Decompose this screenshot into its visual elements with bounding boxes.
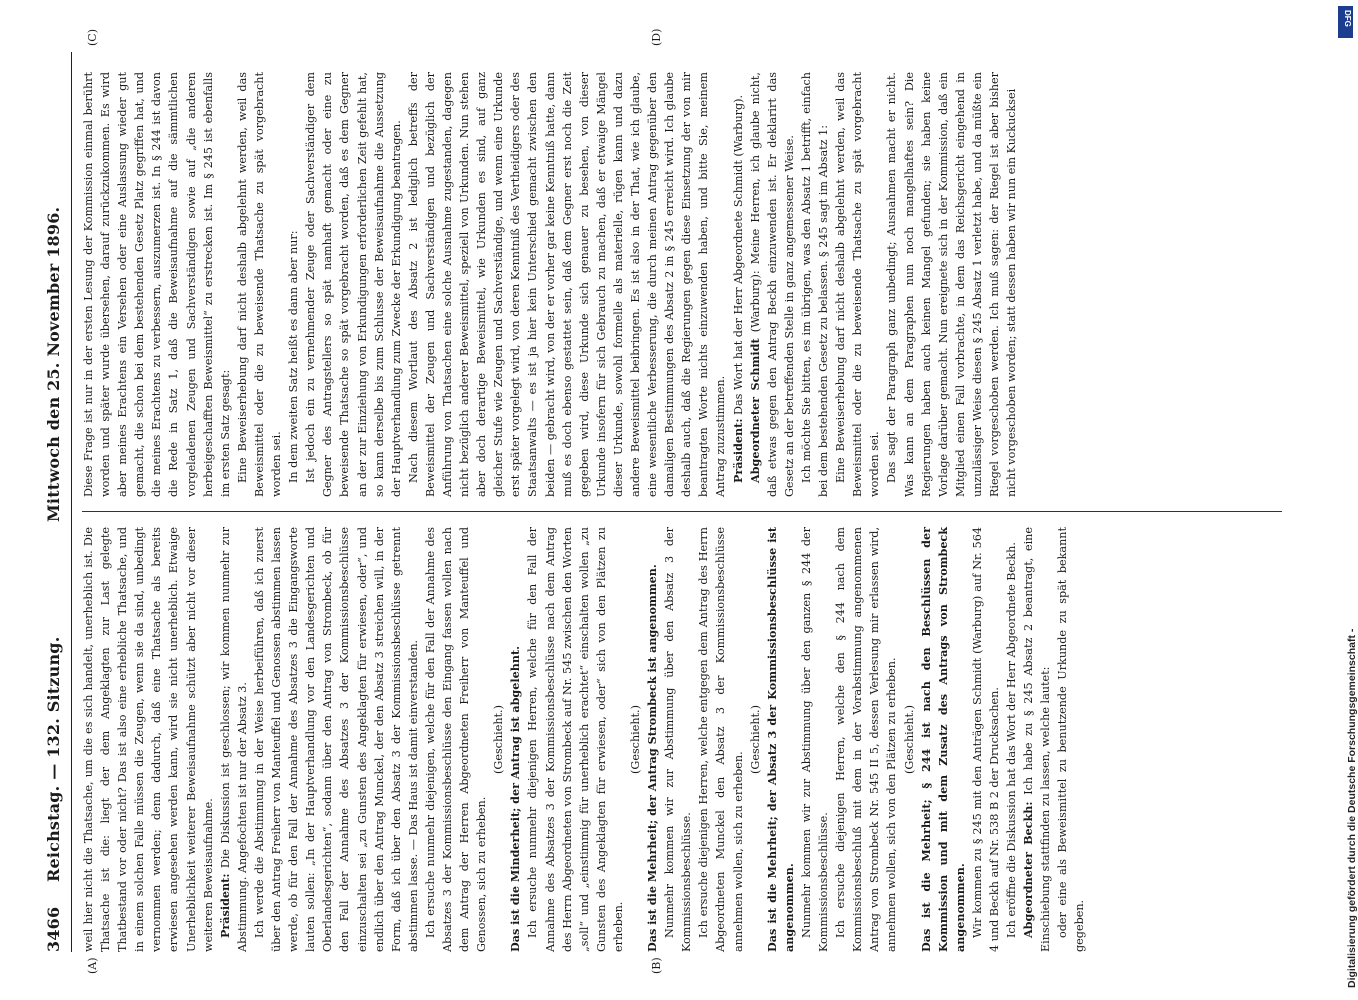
paragraph	[747, 72, 798, 497]
margin-marker-d: (D)	[650, 28, 663, 46]
paragraph: Das ist die Mehrheit; der Absatz 3 der Kommissionsbeschlüsse ist angenommen.	[764, 527, 796, 952]
speech-text: (Warburg): Meine Herren, ich glaube nicht, daß etwas gegen den Antrag Beckh einzuwenden ist. Er deklarirt das Gesetz an der betreffenden Stelle in ganz angemessener Weise.	[748, 72, 796, 497]
paragraph: Nach diesem Wortlaut des Absatz 2 ist lediglich betreffs der Beweismittel der Zeugen und Sachverständigen und bezüglich der Anführung von Thatsachen eine solche Ausnahme zugestanden, dagegen nicht bezüglich anderer Beweismittel, speziell von Urkunden. Nun stehen aber doch derartige Beweismittel, wie Urkunden es sind, auf ganz gleicher Stufe wie Zeugen und Sachverständige, und wenn eine Urkunde erst später vorgelegt wird, von deren Kenntniß des Vertheidigers oder des Staatsanwalts — es ist ja hier kein Unterschied gemacht zwischen den beiden — gebracht wird, von der er vorher gar keine Kenntniß hatte, dann muß es doch ebenso gestattet sein, daß dem Gegner erst noch die Zeit gegeben wird, diese Urkunde sich genauer zu besehen, von dieser Urkunde insofern für sich Gebrauch zu machen, daß er etwaige Mängel dieser Urkunde, sowohl formelle als materielle, rügen kann und dazu andere Beweismittel beibringen. Es ist also in der That, wie ich glaube, eine wesentliche Verbesserung, die durch meinen Antrag gegenüber den damaligen Bestimmungen des Absatz 2 in § 245 erreicht wird. Ich glaube deshalb auch, daß die Regierungen gegen diese Einsetzung der von mir beantragten Worte nichts einzuwenden haben, und bitte Sie, meinem Antrag zuzustimmen.	[406, 72, 728, 497]
paragraph: Ich möchte Sie bitten, es im übrigen, was den Absatz 1 betrifft, einfach bei dem bestehenden Gesetz zu belassen. § 245 sagt im Absatz 1:	[799, 72, 831, 497]
paragraph: Nunmehr kommen wir zur Abstimmung über den ganzen § 244 der Kommissionsbeschlüsse.	[799, 527, 831, 952]
margin-marker-b: (B)	[650, 957, 663, 974]
speech-text: Die Diskussion ist geschlossen; wir kommen nunmehr zur Abstimmung. Angefochten ist nur der Absatz 3.	[218, 527, 249, 952]
speaker-label: Präsident:	[730, 418, 745, 483]
header-date: Mittwoch den 25. November 1896.	[44, 206, 63, 522]
paragraph: Das ist die Mehrheit; der Antrag Strombeck ist angenommen.	[645, 564, 660, 952]
margin-marker-a: (A)	[86, 957, 99, 974]
quotation: Ist jedoch ein zu vernehmender Zeuge oder Sachverständiger dem Gegner des Antragstellers so spät namhaft gemacht oder eine zu beweisende Thatsache so spät vorgebracht worden, daß es dem Gegner an der zur Einziehung von Erkundigungen erforderlichen Zeit gefehlt hat, so kann derselbe bis zum Schlusse der Beweisaufnahme die Aussetzung der Hauptverhandlung zum Zwecke der Erkundigung beantragen.	[304, 72, 403, 497]
speech-text: Ich habe zu § 245 Absatz 2 beantragt, eine Einschiebung stattfinden zu lassen, welche lautet:	[1022, 527, 1053, 952]
paragraph: Ich ersuche diejenigen Herren, welche entgegen dem Antrag des Herrn Abgeordneten Munckel den Absatz 3 der Kommissionsbeschlüsse annehmen wollen, sich zu erheben.	[697, 527, 745, 952]
margin-marker-c: (C)	[86, 29, 99, 46]
stage-direction: (Geschieht.)	[629, 705, 642, 774]
stage-direction: (Geschieht.)	[902, 705, 916, 774]
page-header	[38, 52, 74, 952]
header-rule	[71, 52, 72, 952]
paragraph: Ich eröffne die Diskussion hat das Wort der Herr Abgeordnete Beckh.	[1005, 542, 1019, 938]
stage-direction: (Geschieht.)	[492, 705, 506, 774]
paragraph: Nunmehr kommen wir zur Abstimmung über den Absatz 3 der Kommissionsbeschlüsse.	[663, 527, 694, 952]
quotation: Eine Beweiserhebung darf nicht deshalb abgelehnt werden, weil das Beweismittel oder die zu beweisende Thatsache zu spät vorgebracht worden sei.	[834, 72, 882, 497]
speech-text: Das Wort hat der Herr Abgeordnete Schmidt (Warburg).	[731, 94, 745, 419]
stage-direction: (Geschieht.)	[748, 705, 762, 774]
rotated-newspaper-page	[38, 28, 1293, 974]
column-divider	[82, 511, 1282, 512]
right-column	[80, 72, 1020, 497]
paragraph: Diese Frage ist nur in der ersten Lesung der Kommission einmal berührt worden und später wurde übersehen, darauf zurückzukommen. Es wird aber meines Erachtens ein Versehen oder eine Auslassung wieder gut gemacht, die schon bei dem bestehenden Gesetz Platz gegriffen hat, und die meines Erachtens zu verbessern, auszumerzen ist. In § 244 ist davon die Rede in Satz 1, daß die Beweisaufnahme auf die sämmtlichen vorgeladenen Zeugen und Sachverständigen sowie auf „die anderen herbeigeschafften Beweismittel“ zu erstrecken ist. Im § 245 ist ebenfalls im ersten Satz gesagt:	[82, 72, 232, 497]
quotation: Eine Beweiserhebung darf nicht deshalb abgelehnt werden, weil das Beweismittel oder die zu beweisende Thatsache zu spät vorgebracht worden sei.	[235, 72, 284, 497]
paragraph: Ich ersuche nunmehr diejenigen, welche für den Fall der Annahme des Absatzes 3 der Kommissionsbeschlüsse den Eingang fassen wollen nach dem Antrag der Herren Abgeordneten Freiherr von Manteuffel und Genossen, sich zu erheben.	[423, 527, 489, 952]
speaker-label: Präsident:	[217, 873, 232, 938]
header-session: Reichstag. — 132. Sitzung.	[44, 636, 63, 882]
digitization-credit	[1328, 8, 1358, 998]
paragraph	[217, 527, 251, 952]
paragraph: In dem zweiten Satz heißt es dann aber nur:	[287, 230, 301, 483]
paragraph	[1020, 527, 1054, 952]
page-number: 3466	[44, 906, 63, 952]
paragraph: weil hier nicht die Thatsache, um die es sich handelt, unerheblich ist. Die Thatsache ist die: liegt der dem Angeklagten zur Last gelegte Thatbestand vor oder nicht? Das ist also eine erhebliche Thatsache, und in einem solchen Falle müssen die Zeugen, wenn sie da sind, unbedingt vernommen werden; denn dadurch, daß eine Thatsache als bereits erwiesen angesehen werden kann, wird sie nicht unerheblich. Etwaige Unerheblichkeit weiterer Beweisaufnahme schützt aber nicht vor dieser weiteren Beweisaufnahme.	[82, 527, 215, 952]
credit-text: Digitalisierung gefördert durch die Deutsche Forschungsgemeinschaft -	[1346, 628, 1358, 988]
speaker-label: Abgeordneter Beckh:	[1021, 801, 1036, 938]
left-column	[80, 527, 1089, 952]
paragraph: Ich ersuche diejenigen Herren, welche den § 244 nach dem Kommissionsbeschluß mit dem in der Vorabstimmung angenommenen Antrag von Strombeck Nr. 545 II 5, dessen Verlesung mir erlassen wird, annehmen wollen, sich von den Plätzen zu erheben.	[834, 527, 899, 952]
paragraph: Das sagt der Paragraph ganz unbedingt; Ausnahmen macht er nicht. Was kann an dem Paragraphen nun noch mangelhaftes sein? Die Regierungen haben auch keinen Mangel gefunden; sie haben keine Vorlage darüber gemacht. Nun ereignete sich in der Kommission, daß ein Mitglied einen Fall vorbrachte, in dem das Reichsgericht eingehend in unzulässiger Weise diesen § 245 Absatz 1 verletzt habe, und da müßte ein Riegel vorgeschoben werden. Ich muß sagen: der Riegel ist aber bisher nicht vorgeschoben worden; statt dessen haben wir nun ein Kuckucksei	[885, 72, 1019, 497]
quotation: oder eine als Beweismittel zu benutzende Urkunde zu spät bekannt gegeben.	[1056, 527, 1087, 952]
dfg-logo	[1338, 6, 1353, 38]
paragraph: Ich ersuche nunmehr diejenigen Herren, welche für den Fall der Annahme des Absatzes 3 der Kommissionsbeschlüsse nach dem Antrag des Herrn Abgeordneten von Strombeck auf Nr. 545 zwischen den Worten „soll“ und „einstimmig für unerheblich erachtet“ einschalten wollen „zu Gunsten des Angeklagten für erwiesen, oder“ sich von den Plätzen zu erheben.	[526, 527, 625, 952]
speaker-label: Abgeordneter Schmidt	[747, 338, 762, 483]
paragraph: Das ist die Minderheit; der Antrag ist abgelehnt.	[508, 645, 523, 952]
paragraph: Das ist die Mehrheit; § 244 ist nach den Beschlüssen der Kommission und mit dem Zusatz des Antrags von Strombeck angenommen.	[918, 527, 967, 952]
dfg-logo-text: DFG	[1343, 10, 1352, 27]
paragraph	[730, 72, 747, 497]
paragraph: Ich werde die Abstimmung in der Weise herbeiführen, daß ich zuerst über den Antrag Freiherr von Manteuffel und Genossen abstimmen lassen werde, ob für den Fall der Annahme des Absatzes 3 die Eingangsworte lauten sollen: „In der Hauptverhandlung vor den Landesgerichten und Oberlandesgerichten“, sodann über den Antrag von Strombeck, ob für den Fall der Annahme des Absatzes 3 der Kommissionsbeschlüsse einzuschalten sei „zu Gunsten des Angeklagten für erwiesen, oder“, und endlich über den Antrag Munckel, der den Absatz 3 streichen will, in der Form, daß ich über den Absatz 3 der Kommissionsbeschlüsse getrennt abstimmen lasse. — Das Haus ist damit einverstanden.	[252, 527, 420, 952]
paragraph: Wir kommen zu § 245 mit den Anträgen Schmidt (Warburg) auf Nr. 564 4 und Beckh auf Nr. 538 B 2 der Drucksachen.	[970, 527, 1001, 952]
